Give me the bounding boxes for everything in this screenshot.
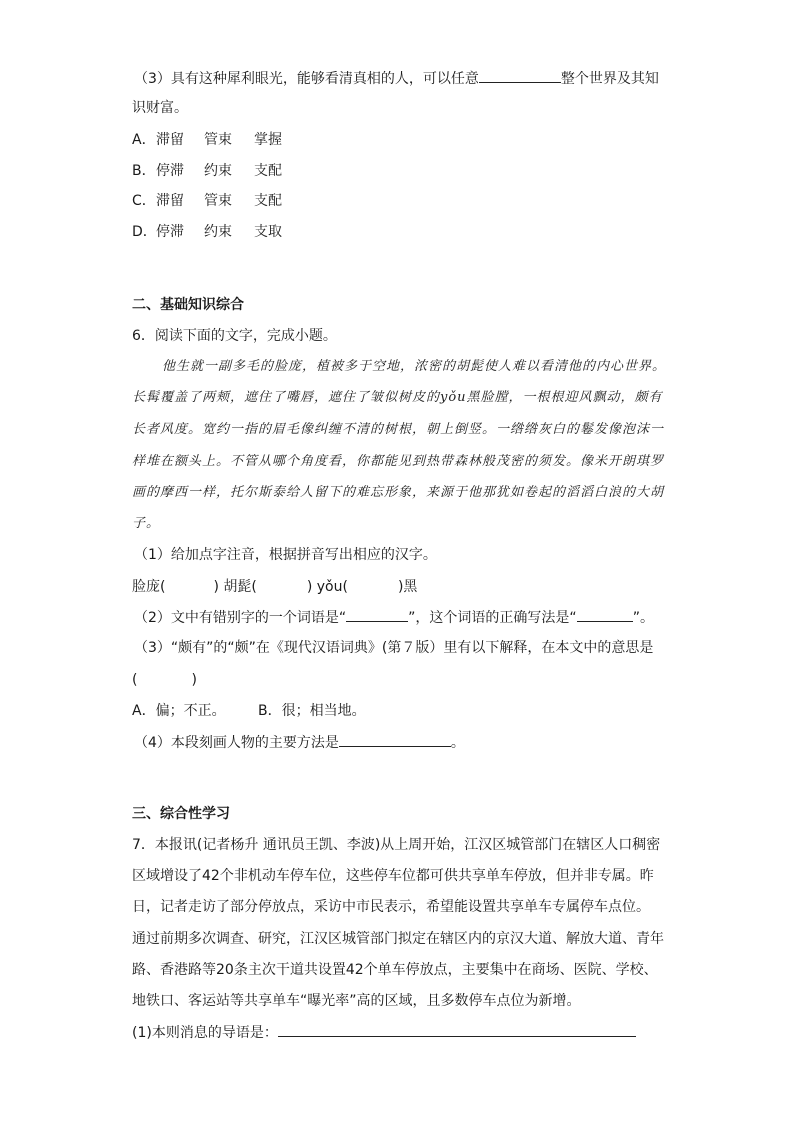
q7-line: 通过前期多次调查、研究，江汉区城管部门拟定在辖区内的京汉大道、解放大道、青年: [132, 931, 664, 947]
option-word: 停滞: [156, 224, 184, 240]
option-letter: B．: [132, 163, 156, 179]
pinyin-prompt: ) 胡髭(: [213, 579, 257, 595]
passage-line: 子。: [132, 516, 161, 531]
option-word: 约束: [204, 224, 232, 240]
paren: ): [191, 672, 197, 688]
pinyin-prompt: )黑: [397, 579, 418, 595]
q6-sub3-options: [132, 701, 366, 721]
q7-line: 日，记者走访了部分停放点，采访中市民表示，希望能设置共享单车专属停车点位。: [132, 899, 650, 915]
passage-line: 他生就一副多毛的脸庞，植被多于空地，浓密的胡髭使人难以看清他的内心世界。: [162, 359, 667, 374]
q6-sub3-paren: [132, 670, 197, 690]
q5-sub3-text-end: 整个世界及其知: [560, 71, 659, 87]
option-word: 约束: [204, 163, 232, 179]
q7-line: 7．本报讯(记者杨升 通讯员王凯、李波)从上周开始，江汉区城管部门在辖区人口稠密: [132, 837, 661, 853]
option-word: 停滞: [156, 163, 184, 179]
q6-stem: 6．阅读下面的文字，完成小题。: [132, 328, 337, 344]
q7-line: 地铁口、客运站等共享单车“曝光率”高的区域，且多数停车点位为新增。: [132, 993, 581, 1009]
q5-sub3-line2: 识财富。: [132, 100, 188, 116]
q6-sub2-text: （2）文中有错别字的一个词语是“: [134, 610, 347, 626]
q6-sub1: （1）给加点字注音，根据拼音写出相应的汉字。: [134, 547, 437, 563]
option-letter: A．: [132, 132, 156, 148]
option-a: A．偏；不正。: [132, 703, 226, 719]
option-letter: C．: [132, 193, 156, 209]
q6-sub2: [134, 607, 654, 628]
section-heading: 三、综合性学习: [132, 806, 230, 822]
q7-line: 路、香港路等20条主次干道共设置42个单车停放点，主要集中在商场、医院、学校、: [132, 962, 658, 978]
q7-sub1-text: (1)本则消息的导语是：: [132, 1025, 278, 1041]
option-b: B．很；相当地。: [258, 703, 366, 719]
answer-blank[interactable]: [479, 68, 561, 83]
passage-line: 长者风度。宽约一指的眉毛像纠缠不清的树根，朝上倒竖。一绺绺灰白的鬈发像泡沫一: [132, 422, 665, 437]
option-word: 管束: [204, 193, 232, 209]
option-letter: D．: [132, 224, 157, 240]
option-word: 支配: [254, 163, 282, 179]
pinyin-prompt: 脸庞(: [132, 579, 166, 595]
option-word: 支取: [254, 224, 282, 240]
q5-sub3-text: （3）具有这种犀利眼光，能够看清真相的人，可以任意: [134, 71, 479, 87]
answer-blank[interactable]: [577, 607, 633, 622]
section-heading: 二、基础知识综合: [132, 297, 244, 313]
q6-sub2-text: ”，这个词语的正确写法是“: [408, 610, 577, 626]
answer-blank[interactable]: [346, 607, 408, 622]
option-word: 管束: [204, 132, 232, 148]
paren: (: [132, 672, 138, 688]
q6-sub2-text: ”。: [632, 610, 654, 626]
option-word: 滞留: [156, 193, 184, 209]
q6-sub4: [134, 732, 465, 753]
option-a: [132, 130, 282, 150]
passage-line: 样堆在额头上。不管从哪个角度看，你都能见到热带森林般茂密的须发。像米开朗琪罗: [132, 454, 665, 469]
q5-sub3-line1: [134, 68, 659, 89]
answer-blank[interactable]: [278, 1022, 636, 1037]
answer-blank[interactable]: [339, 732, 451, 747]
option-c: [132, 191, 282, 211]
option-word: 滞留: [156, 132, 184, 148]
option-word: 支配: [254, 193, 282, 209]
pinyin-prompt: ) yǒu(: [306, 579, 348, 595]
q7-sub1: [132, 1022, 636, 1043]
q6-sub4-text: 。: [450, 735, 465, 751]
q7-line: 区域增设了42个非机动车停车位，这些停车位都可供共享单车停放，但并非专属。昨: [132, 868, 654, 884]
option-word: 掌握: [254, 132, 282, 148]
q6-sub3: （3）“颇有”的“颇”在《现代汉语词典》(第７版）里有以下解释，在本文中的意思是: [134, 640, 654, 656]
passage-line: 长髯覆盖了两颊，遮住了嘴唇，遮住了皱似树皮的yǒu黑脸膛，一根根迎风飘动，颇有: [132, 390, 663, 405]
option-d: [132, 222, 282, 242]
option-b: [132, 161, 282, 181]
passage-line: 画的摩西一样，托尔斯泰给人留下的难忘形象，来源于他那犹如卷起的滔滔白浪的大胡: [132, 485, 665, 500]
q6-sub1-answers: [132, 577, 417, 597]
q6-sub4-text: （4）本段刻画人物的主要方法是: [134, 735, 339, 751]
